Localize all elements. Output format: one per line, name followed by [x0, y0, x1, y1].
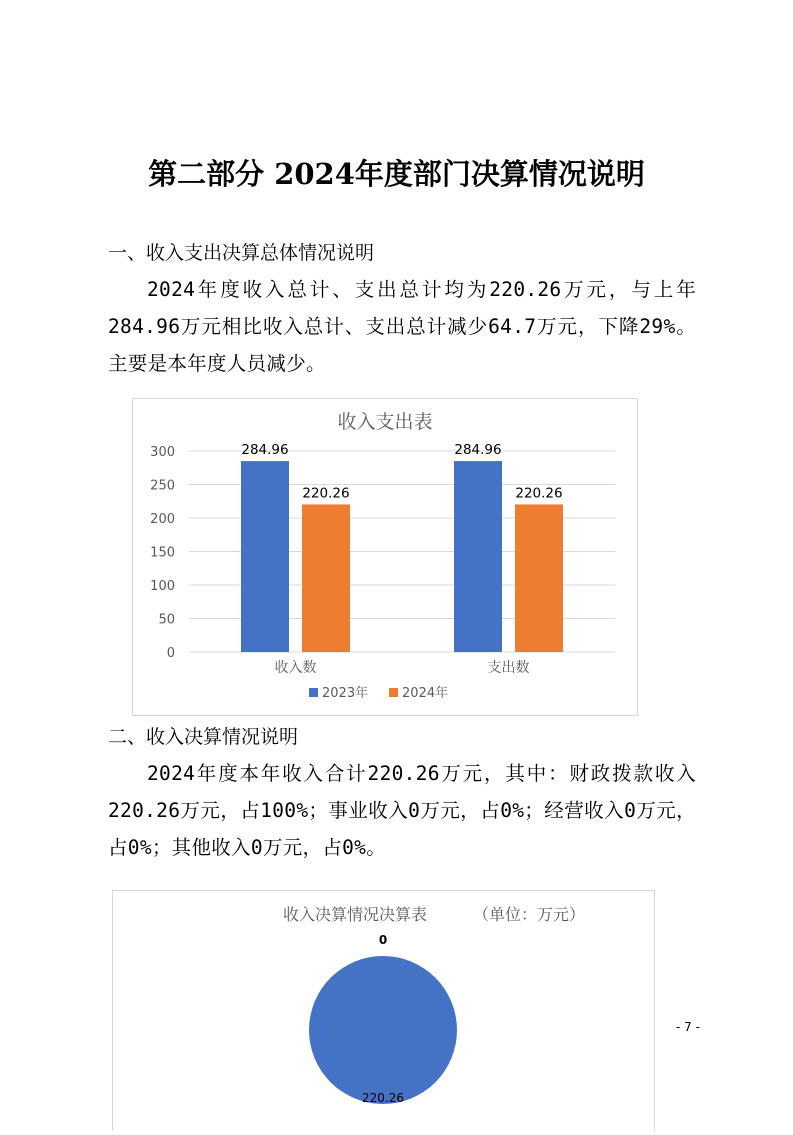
bar-chart-x-axis — [275, 659, 530, 676]
bar — [241, 461, 289, 652]
bar-data-label: 220.26 — [515, 485, 563, 502]
bar — [302, 504, 350, 652]
bar-data-label: 220.26 — [302, 485, 350, 502]
bar-data-label: 284.96 — [454, 442, 502, 459]
legend-swatch — [309, 688, 318, 697]
pie-chart-slices — [309, 956, 457, 1104]
bar-chart-legend — [309, 685, 448, 701]
pie-chart-title: 收入决算情况决算表 — [283, 905, 428, 924]
pie-chart-subtitle: （单位：万元） — [473, 905, 586, 924]
section2-heading: 二、收入决算情况说明 — [108, 726, 299, 748]
pie-chart-frame — [112, 890, 655, 1131]
pie-slice-label: 220.26 — [362, 1091, 404, 1105]
bar-chart-title: 收入支出表 — [337, 411, 433, 433]
section1-heading: 一、收入支出决算总体情况说明 — [108, 242, 375, 264]
section2-paragraph: 2024年度本年收入合计220.26万元，其中：财政拨款收入220.26万元，占100%；事业收入0万元，占0%；经营收入0万元，占0%；其他收入0万元，占0%。 — [108, 762, 696, 859]
page-number: - 7 - — [676, 1020, 700, 1034]
bar-chart-y-axis — [150, 445, 175, 661]
y-tick-label: 200 — [150, 512, 175, 527]
y-tick-label: 50 — [158, 612, 175, 628]
legend-label: 2024年 — [402, 686, 449, 701]
bar — [454, 461, 502, 652]
y-tick-label: 100 — [150, 579, 175, 594]
bar-chart-frame — [132, 398, 638, 716]
pie-slice — [309, 956, 457, 1104]
x-category-label: 收入数 — [274, 660, 317, 676]
section1-paragraph: 2024年度收入总计、支出总计均为220.26万元，与上年284.96万元相比收入总计、支出总计减少64.7万元，下降29%。主要是本年度人员减少。 — [108, 278, 696, 375]
legend-swatch — [389, 688, 398, 697]
pie-slice-label: 0 — [378, 933, 388, 947]
pie-chart — [113, 891, 654, 1131]
legend-label: 2023年 — [322, 686, 369, 701]
bar-chart — [133, 399, 637, 715]
x-category-label: 支出数 — [487, 660, 530, 676]
page-title: 第二部分 2024年度部门决算情况说明 — [148, 157, 645, 191]
y-tick-label: 150 — [150, 545, 175, 561]
bar-data-label: 284.96 — [241, 442, 289, 459]
y-tick-label: 250 — [150, 478, 175, 494]
y-tick-label: 0 — [166, 646, 175, 661]
y-tick-label: 300 — [150, 445, 175, 460]
bar — [515, 504, 563, 652]
